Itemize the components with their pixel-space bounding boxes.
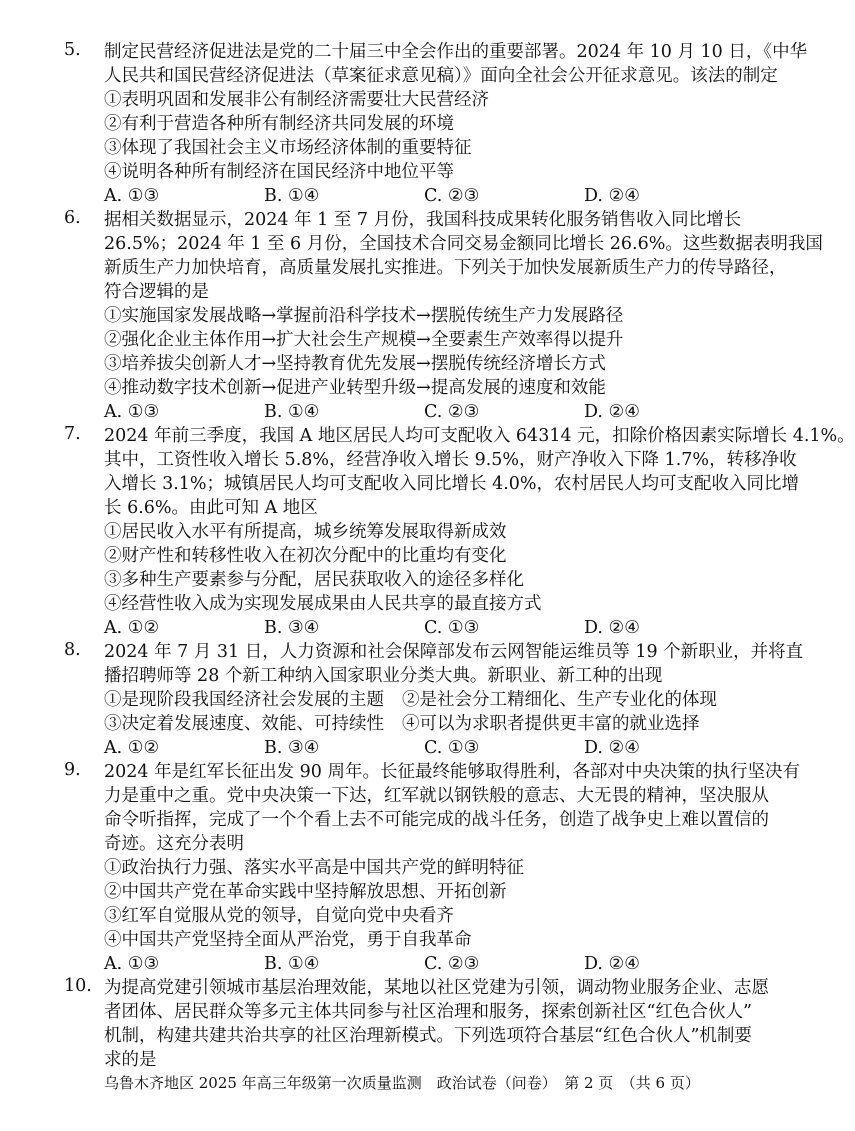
choice-b: B. ①④ xyxy=(264,186,320,206)
question-stem-line: 人民共和国民营经济促进法（草案征求意见稿）》面向全社会公开征求意见。该法的制定 xyxy=(104,66,778,86)
choice-c: C. ②③ xyxy=(424,402,480,422)
statement-option: ①是现阶段我国经济社会发展的主题 xyxy=(104,690,384,710)
statement-option: ①居民收入水平有所提高，城乡统筹发展取得新成效 xyxy=(104,522,507,542)
question-number: 7. xyxy=(64,424,81,444)
statement-option: ②有利于营造各种所有制经济共同发展的环境 xyxy=(104,114,454,134)
choice-d: D. ②④ xyxy=(584,186,640,206)
statement-option: ③多种生产要素参与分配，居民获取收入的途径多样化 xyxy=(104,570,524,590)
choice-d: D. ②④ xyxy=(584,618,640,638)
answer-choices xyxy=(64,400,766,424)
statement-option: ①实施国家发展战略→掌握前沿科学技术→摆脱传统生产力发展路径 xyxy=(104,306,624,326)
statement-option: ①表明巩固和发展非公有制经济需要壮大民营经济 xyxy=(104,90,489,110)
question-stem-line: 入增长 3.1%；城镇居民人均可支配收入同比增长 4.0%，农村居民人均可支配收入同比增 xyxy=(104,474,800,494)
statement-option: ④说明各种所有制经济在国民经济中地位平等 xyxy=(104,162,454,182)
choice-a: A. ①② xyxy=(104,738,160,758)
question-stem-line: 求的是 xyxy=(104,1050,157,1070)
question-stem-line: 长 6.6%。由此可知 A 地区 xyxy=(104,498,318,518)
choice-a: A. ①③ xyxy=(104,186,160,206)
choice-c: C. ①③ xyxy=(424,618,480,638)
question-stem-line: 2024 年前三季度，我国 A 地区居民人均可支配收入 64314 元，扣除价格因素实际增长 4.1%。 xyxy=(104,426,855,446)
choice-b: B. ①④ xyxy=(264,402,320,422)
statement-option: ②财产性和转移性收入在初次分配中的比重均有变化 xyxy=(104,546,507,566)
question-5 xyxy=(64,40,808,208)
answer-choices xyxy=(64,184,766,208)
question-number: 10. xyxy=(64,976,92,996)
choice-c: C. ①③ xyxy=(424,738,480,758)
statement-option: ②强化企业主体作用→扩大社会生产规模→全要素生产效率得以提升 xyxy=(104,330,624,350)
statement-option: ③决定着发展速度、效能、可持续性 xyxy=(104,714,384,734)
statement-option: ①政治执行力强、落实水平高是中国共产党的鲜明特征 xyxy=(104,858,524,878)
statement-option: ③红军自觉服从党的领导，自觉向党中央看齐 xyxy=(104,906,454,926)
choice-a: A. ①② xyxy=(104,618,160,638)
question-stem-line: 机制，构建共建共治共享的社区治理新模式。下列选项符合基层“红色合伙人”机制要 xyxy=(104,1026,752,1046)
choice-a: A. ①③ xyxy=(104,954,160,974)
question-7 xyxy=(64,424,855,640)
question-stem-line: 为提高党建引领城市基层治理效能，某地以社区党建为引领，调动物业服务企业、志愿 xyxy=(104,978,769,998)
choice-c: C. ②③ xyxy=(424,954,480,974)
statement-option: ④经营性收入成为实现发展成果由人民共享的最直接方式 xyxy=(104,594,542,614)
statement-option: ③培养拔尖创新人才→坚持教育优先发展→摆脱传统经济增长方式 xyxy=(104,354,606,374)
question-9 xyxy=(64,760,800,976)
question-number: 5. xyxy=(64,40,81,60)
page-footer: 乌鲁木齐地区 2025 年高三年级第一次质量监测 政治试卷（问卷） 第 2 页 （共 6 页） xyxy=(104,1074,700,1092)
question-number: 8. xyxy=(64,640,81,660)
choice-b: B. ③④ xyxy=(264,618,320,638)
question-number: 9. xyxy=(64,760,81,780)
question-stem-line: 命令听指挥，完成了一个个看上去不可能完成的战斗任务，创造了战争史上难以置信的 xyxy=(104,810,769,830)
question-stem-line: 播招聘师等 28 个新工种纳入国家职业分类大典。新职业、新工种的出现 xyxy=(104,666,663,686)
answer-choices xyxy=(64,736,766,760)
question-8 xyxy=(64,640,804,760)
statement-option: ②是社会分工精细化、生产专业化的体现 xyxy=(402,690,717,710)
answer-choices xyxy=(64,616,766,640)
question-stem-line: 新质生产力加快培育，高质量发展扎实推进。下列关于加快发展新质生产力的传导路径， xyxy=(104,258,787,278)
choice-d: D. ②④ xyxy=(584,402,640,422)
question-stem-line: 制定民营经济促进法是党的二十届三中全会作出的重要部署。2024 年 10 月 10 日，《中华 xyxy=(104,42,808,62)
question-stem-line: 奇迹。这充分表明 xyxy=(104,834,244,854)
choice-d: D. ②④ xyxy=(584,954,640,974)
statement-option-pair xyxy=(64,712,766,736)
statement-option: ④中国共产党坚持全面从严治党，勇于自我革命 xyxy=(104,930,472,950)
question-stem-line: 2024 年是红军长征出发 90 周年。长征最终能够取得胜利，各部对中央决策的执行坚决有 xyxy=(104,762,800,782)
question-stem-line: 2024 年 7 月 31 日，人力资源和社会保障部发布云网智能运维员等 19 个新职业，并将直 xyxy=(104,642,804,662)
question-stem-line: 力是重中之重。党中央决策一下达，红军就以钢铁般的意志、大无畏的精神，坚决服从 xyxy=(104,786,769,806)
question-stem-line: 其中，工资性收入增长 5.8%，经营净收入增长 9.5%，财产净收入下降 1.7%，转移净收 xyxy=(104,450,797,470)
choice-d: D. ②④ xyxy=(584,738,640,758)
question-10 xyxy=(64,976,769,1072)
statement-option: ④推动数字技术创新→促进产业转型升级→提高发展的速度和效能 xyxy=(104,378,606,398)
question-stem-line: 据相关数据显示，2024 年 1 至 7 月份，我国科技成果转化服务销售收入同比增长 xyxy=(104,210,742,230)
exam-page xyxy=(64,40,855,1072)
choice-c: C. ②③ xyxy=(424,186,480,206)
choice-b: B. ①④ xyxy=(264,954,320,974)
question-stem-line: 者团体、居民群众等多元主体共同参与社区治理和服务，探索创新社区“红色合伙人” xyxy=(104,1002,752,1022)
statement-option-pair xyxy=(64,688,766,712)
question-number: 6. xyxy=(64,208,81,228)
question-stem-line: 符合逻辑的是 xyxy=(104,282,209,302)
choice-a: A. ①③ xyxy=(104,402,160,422)
statement-option: ④可以为求职者提供更丰富的就业选择 xyxy=(402,714,700,734)
answer-choices xyxy=(64,952,766,976)
statement-option: ②中国共产党在革命实践中坚持解放思想、开拓创新 xyxy=(104,882,507,902)
question-stem-line: 26.5%；2024 年 1 至 6 月份，全国技术合同交易金额同比增长 26.6%。这些数据表明我国 xyxy=(104,234,823,254)
statement-option: ③体现了我国社会主义市场经济体制的重要特征 xyxy=(104,138,472,158)
choice-b: B. ③④ xyxy=(264,738,320,758)
question-6 xyxy=(64,208,823,424)
